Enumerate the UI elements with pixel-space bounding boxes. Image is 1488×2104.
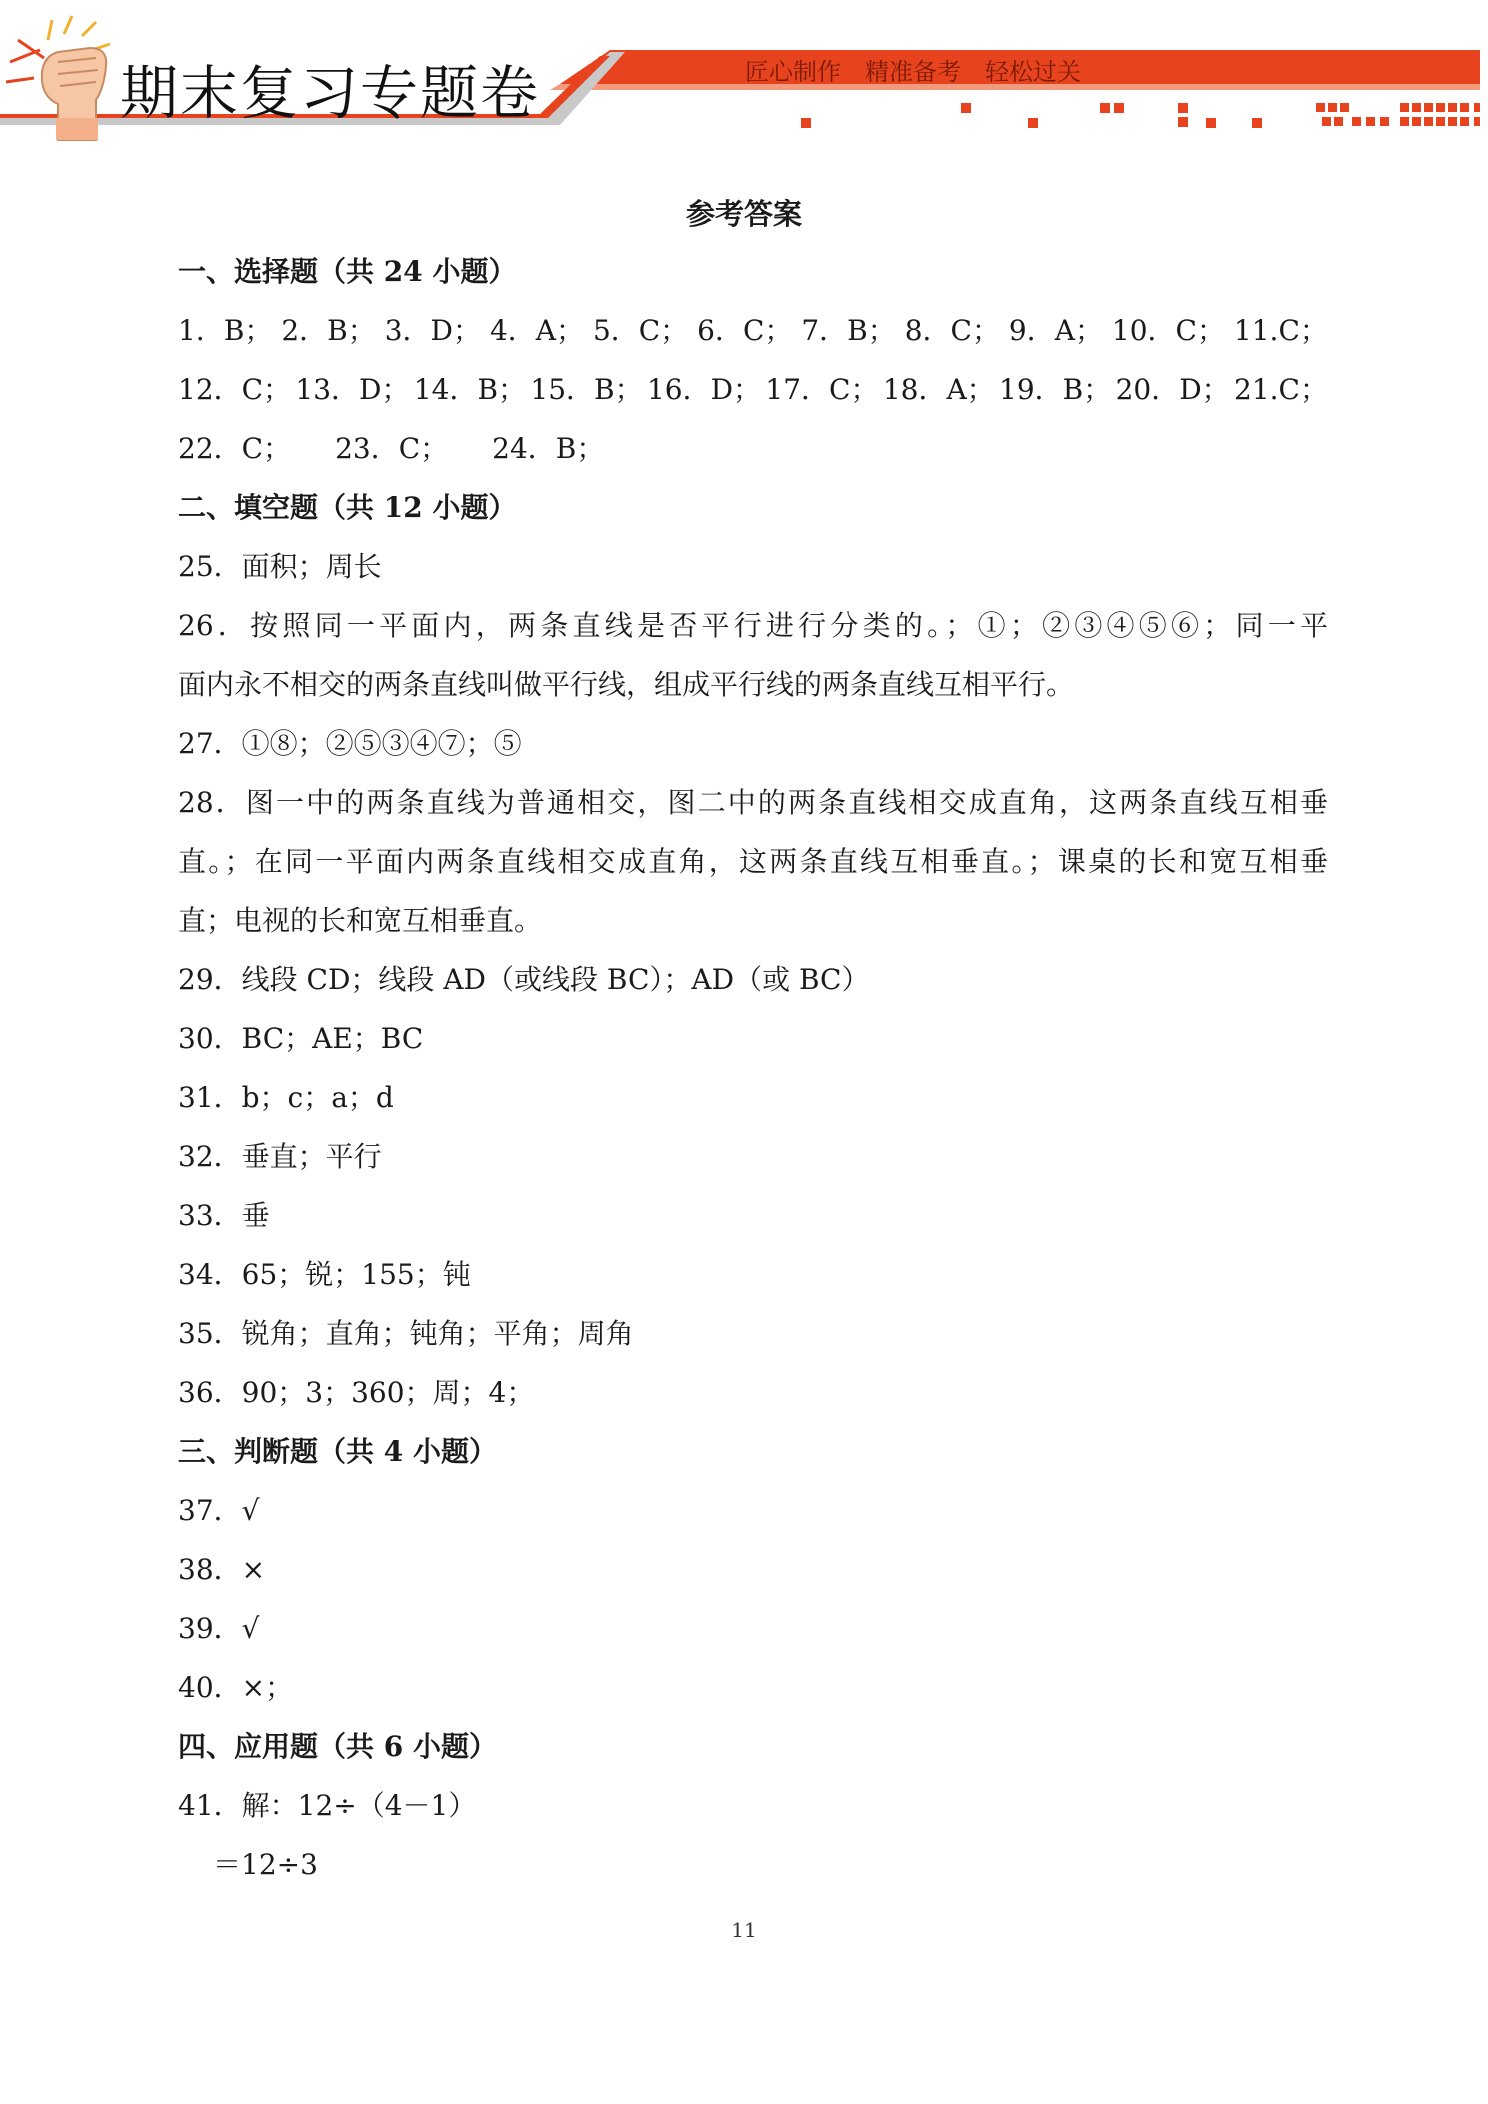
answer-line: 39．√: [178, 1612, 260, 1645]
section-heading-choice: 一、选择题（共 24 小题）: [178, 255, 517, 288]
choice-answers-row-3: [178, 419, 1328, 478]
answer-item: 23．C；: [335, 432, 449, 465]
answer-line: 25．面积；周长: [178, 550, 382, 583]
answer-item: 19．B；: [999, 373, 1112, 406]
answer-line: 28．图一中的两条直线为普通相交，图二中的两条直线相交成直角，这两条直线互相垂: [178, 786, 1328, 819]
answer-line: 37．√: [178, 1494, 260, 1527]
answer-line: 36．90；3；360；周；4；: [178, 1376, 535, 1409]
answer-item: 16．D；: [646, 373, 762, 406]
choice-answers-row-2: [178, 360, 1328, 419]
answer-item: 7．B；: [801, 314, 896, 347]
answer-item: 12．C；: [178, 373, 292, 406]
answer-item: 11.C；: [1233, 314, 1328, 347]
answer-line: 32．垂直；平行: [178, 1140, 382, 1173]
answer-line: 31．b；c；a；d: [178, 1081, 394, 1114]
answer-item: 18．A；: [882, 373, 995, 406]
answer-item: 3．D；: [384, 314, 481, 347]
answer-line: 26．按照同一平面内，两条直线是否平行进行分类的。；①；②③④⑤⑥；同一平: [178, 609, 1328, 642]
answer-line: 33．垂: [178, 1199, 270, 1232]
answer-item: 15．B；: [530, 373, 643, 406]
header-title: 期末复习专题卷: [120, 59, 541, 127]
answer-item: 13．D；: [295, 373, 410, 406]
answer-line: 面内永不相交的两条直线叫做平行线，组成平行线的两条直线互相平行。: [178, 668, 1075, 701]
answer-item: 8．C；: [904, 314, 1000, 347]
page-header: [0, 0, 1488, 150]
answer-line: 38．×: [178, 1553, 266, 1586]
answer-item: 14．B；: [413, 373, 527, 406]
section-heading-fill: 二、填空题（共 12 小题）: [178, 491, 517, 524]
answer-line: 35．锐角；直角；钝角；平角；周角: [178, 1317, 634, 1350]
answer-line: 34．65；锐；155；钝: [178, 1258, 471, 1291]
answer-item: 4．A；: [489, 314, 584, 347]
answer-line: 29．线段 CD；线段 AD（或线段 BC）；AD（或 BC）: [178, 963, 870, 996]
page-number: 11: [731, 1918, 757, 1942]
answer-item: 1．B；: [178, 314, 273, 347]
answer-item: 21.C；: [1234, 373, 1328, 406]
answer-content: [178, 242, 1328, 1894]
choice-answers-row-1: [178, 301, 1328, 360]
answer-line: 直；电视的长和宽互相垂直。: [178, 904, 543, 937]
answer-item: 6．C；: [697, 314, 793, 347]
answer-item: 22．C；: [178, 432, 292, 465]
answer-item: 2．B；: [281, 314, 376, 347]
answer-line: 40．×；: [178, 1671, 294, 1704]
header-tagline: 匠心制作 精准备考 轻松过关: [745, 58, 1081, 86]
answer-item: 5．C；: [592, 314, 689, 347]
answer-line: 直。；在同一平面内两条直线相交成直角，这两条直线互相垂直。；课桌的长和宽互相垂: [178, 845, 1328, 878]
answer-item: 9．A；: [1008, 314, 1103, 347]
document-title: 参考答案: [685, 197, 802, 231]
answer-item: 17．C；: [765, 373, 879, 406]
answer-line: ＝12÷3: [213, 1848, 318, 1881]
section-heading-apply: 四、应用题（共 6 小题）: [178, 1730, 497, 1763]
answer-item: 24．B；: [492, 432, 605, 465]
answer-item: 20．D；: [1115, 373, 1230, 406]
answer-line: 27．①⑧；②⑤③④⑦；⑤: [178, 727, 522, 760]
answer-line: 41．解：12÷（4－1）: [178, 1789, 477, 1822]
answer-line: 30．BC；AE；BC: [178, 1022, 424, 1055]
section-heading-judge: 三、判断题（共 4 小题）: [178, 1435, 497, 1468]
answer-item: 10．C；: [1111, 314, 1225, 347]
